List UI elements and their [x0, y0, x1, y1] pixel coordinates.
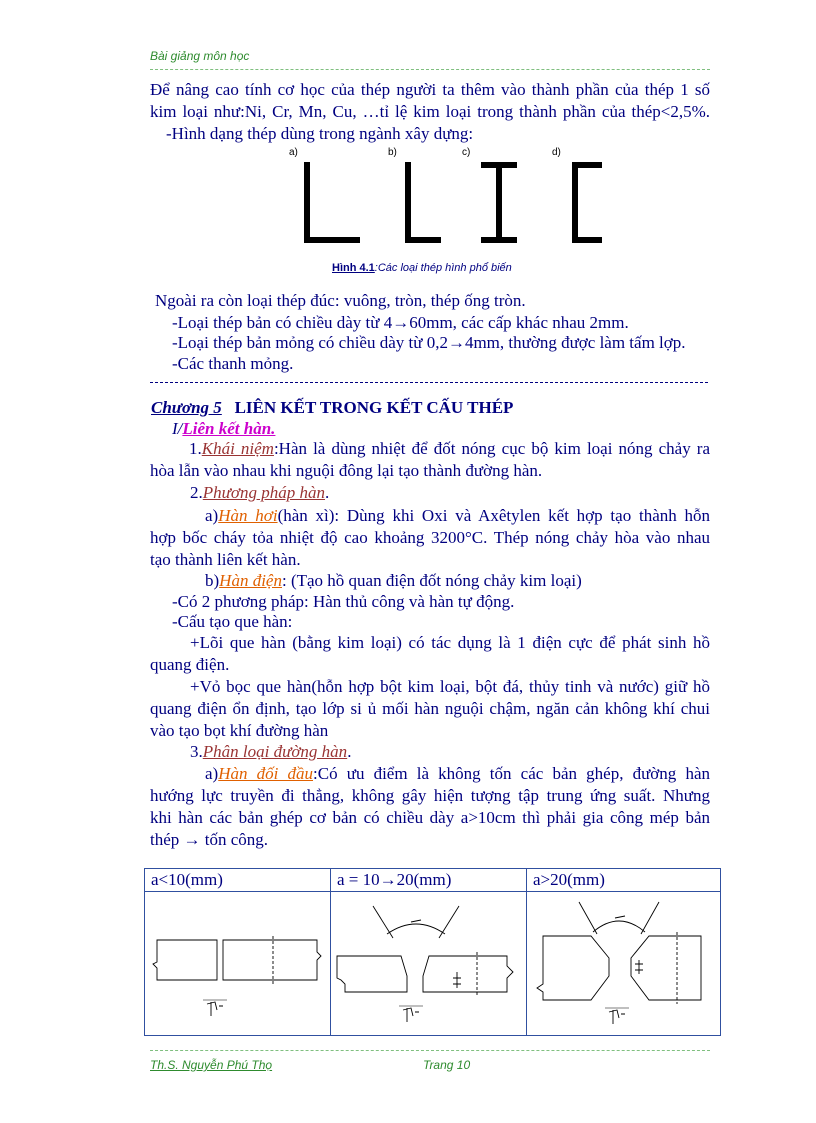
- classify-title: Phân loại đường hàn: [202, 742, 348, 761]
- weld-type-table: [144, 868, 721, 1036]
- other-steels-line-2: -Loại thép bản có chiều dày từ 4→60mm, các cấp khác nhau 2mm.: [172, 313, 629, 332]
- section-divider: [150, 382, 708, 383]
- intro-line-2: kim loại như:Ni, Cr, Mn, Cu, …tỉ lệ kim loại trong thành phần của thép<2,5%.: [150, 102, 710, 121]
- concept-text-1: :Hàn là dùng nhiệt để đốt nóng cục bộ kim loại nóng chảy ra: [273, 439, 710, 458]
- electric-heading: [205, 570, 582, 592]
- channel-shape: [572, 162, 602, 243]
- table-header-row: [145, 869, 721, 892]
- caption-label: Hình 4.1: [332, 262, 375, 274]
- angle-unequal-shape: [405, 162, 441, 243]
- figure-caption: [332, 262, 512, 274]
- fig-label-c: c): [462, 147, 471, 158]
- other-steels-line-1: Ngoài ra còn loại thép đúc: vuông, tròn, thép ống tròn.: [155, 291, 526, 310]
- electric-term: Hàn điện: [219, 571, 282, 590]
- concept-num: 1.: [189, 439, 202, 458]
- method-heading: [190, 482, 329, 504]
- butt-term: Hàn đối đầu: [218, 764, 314, 783]
- section-1-prefix: I/: [172, 419, 183, 438]
- v-groove-weld-drawing: [331, 892, 527, 1030]
- i-beam-shape: [481, 162, 517, 243]
- fig-label-b: b): [388, 147, 397, 158]
- intro-line-3: -Hình dạng thép dùng trong ngành xây dựng:: [166, 124, 474, 143]
- method-dot: .: [324, 483, 330, 502]
- thin-plate-weld-cell: [145, 892, 331, 1036]
- gas-line-2: hợp bốc cháy tỏa nhiệt độ cao khoảng 3200°C. Thép nóng chảy hòa vào nhau: [150, 528, 710, 547]
- gas-text-1: (hàn xì): Dùng khi Oxi và Axêtylen kết hợp tạo thành hỗn: [277, 506, 711, 525]
- classify-num: 3.: [190, 742, 203, 761]
- butt-line-3: khi hàn các bản ghép cơ bản có chiều dày a>10cm thì phải gia công mép bản: [150, 808, 710, 827]
- butt-line-2: hướng lực truyền đi thẳng, không gây hiện tượng tập trung ứng suất. Nhưng: [150, 786, 710, 805]
- method-title: Phương pháp hàn: [202, 483, 325, 502]
- gas-prefix: a): [205, 506, 219, 525]
- steel-shapes-figure: [290, 160, 610, 250]
- x-groove-weld-cell: [527, 892, 721, 1036]
- butt-line-1: [205, 763, 710, 785]
- caption-text: :Các loại thép hình phổ biến: [374, 262, 512, 274]
- chapter-heading: [151, 397, 513, 419]
- gas-line-3: tạo thành liên kết hàn.: [150, 550, 301, 569]
- intro-line-1: Để nâng cao tính cơ học của thép người ta thêm vào thành phần của thép 1 số: [150, 80, 710, 99]
- butt-prefix: a): [205, 764, 219, 783]
- concept-term: Khái niệm: [201, 439, 274, 458]
- thin-plate-weld-drawing: [145, 892, 331, 1030]
- footer-rule: [150, 1050, 710, 1051]
- footer-author: Th.S. Nguyễn Phú Thọ: [150, 1058, 273, 1072]
- x-groove-weld-drawing: [527, 892, 721, 1030]
- other-steels-line-3: -Loại thép bản mỏng có chiều dày từ 0,2→4mm, thường được làm tấm lợp.: [172, 333, 686, 352]
- other-steels-line-4: -Các thanh mỏng.: [172, 354, 294, 373]
- butt-text-1: :Có ưu điểm là không tốn các bản ghép, đường hàn: [313, 764, 710, 783]
- gas-line-1: [205, 505, 710, 527]
- electrode-coat-2: quang điện ổn định, tạo lớp si ủ mối hàn nguội chậm, ngăn cản không khí chui: [150, 699, 710, 718]
- gas-term: Hàn hơi: [218, 506, 278, 525]
- electric-prefix: b): [205, 571, 220, 590]
- electrode-structure: -Cấu tạo que hàn:: [172, 612, 293, 631]
- v-groove-weld-cell: [331, 892, 527, 1036]
- course-header: Bài giảng môn học: [150, 49, 250, 63]
- table-header-cell: a = 10→20(mm): [331, 869, 527, 892]
- header-rule: [150, 69, 710, 70]
- electric-methods: -Có 2 phương pháp: Hàn thủ công và hàn tự động.: [172, 592, 515, 611]
- electrode-core-2: quang điện.: [150, 655, 230, 674]
- classify-heading: [190, 741, 351, 763]
- electrode-coat-1: +Vỏ bọc que hàn(hỗn hợp bột kim loại, bột đá, thủy tinh và nước) giữ hồ: [190, 677, 710, 696]
- angle-equal-shape: [304, 162, 360, 243]
- chapter-number: Chương 5: [151, 398, 222, 417]
- table-header-cell: a>20(mm): [527, 869, 721, 892]
- method-num: 2.: [190, 483, 203, 502]
- classify-dot: .: [347, 742, 352, 761]
- electrode-coat-3: vào tạo bọt khí đường hàn: [150, 721, 329, 740]
- fig-label-a: a): [289, 147, 298, 158]
- butt-line-4: thép → tốn công.: [150, 830, 269, 849]
- section-1-heading: [172, 418, 275, 440]
- section-1-title: Liên kết hàn.: [182, 419, 276, 438]
- table-header-cell: a<10(mm): [145, 869, 331, 892]
- page-number: Trang 10: [423, 1058, 471, 1072]
- concept-line-1: [189, 438, 710, 460]
- table-drawing-row: [145, 892, 721, 1036]
- electric-text: : (Tạo hồ quan điện đốt nóng chảy kim loại): [281, 571, 582, 590]
- concept-line-2: hòa lẫn vào nhau khi nguội đông lại tạo thành đường hàn.: [150, 461, 543, 480]
- chapter-title: LIÊN KẾT TRONG KẾT CẤU THÉP: [234, 398, 514, 417]
- electrode-core-1: +Lõi que hàn (bằng kim loại) có tác dụng là 1 điện cực để phát sinh hồ: [190, 633, 710, 652]
- fig-label-d: d): [552, 147, 561, 158]
